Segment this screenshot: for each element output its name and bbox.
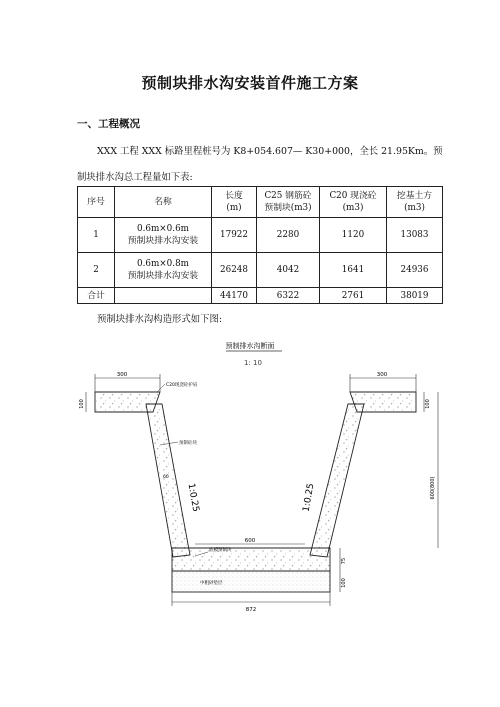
col-header-c25-l2: 预制块(m3) bbox=[264, 203, 312, 213]
cell-total-earth: 38019 bbox=[387, 288, 443, 304]
cell-no: 1 bbox=[78, 218, 115, 253]
left-wall bbox=[146, 404, 190, 557]
cell-c25: 2280 bbox=[257, 218, 320, 253]
right-wall bbox=[310, 404, 364, 557]
drawing-scale: 1: 10 bbox=[244, 359, 262, 367]
cell-earth: 13083 bbox=[387, 218, 443, 253]
cell-total-c25: 6322 bbox=[257, 288, 320, 304]
dim-75: 75 bbox=[341, 557, 347, 565]
dim-left-thickness: 100 bbox=[79, 399, 85, 409]
cell-name-l2: 预制块排水沟安装 bbox=[127, 271, 199, 281]
drawing-title: 预制排水沟断面 bbox=[225, 342, 275, 350]
col-header-earth-l2: (m3) bbox=[404, 203, 425, 213]
cell-length: 26248 bbox=[212, 253, 257, 288]
cell-length: 17922 bbox=[212, 218, 257, 253]
dim-right-thickness: 100 bbox=[425, 399, 431, 409]
col-header-name-text: 名称 bbox=[154, 197, 172, 207]
page-title: 预制块排水沟安装首件施工方案 bbox=[141, 74, 359, 92]
dim-overall: 872 bbox=[245, 607, 257, 613]
cell-name-l2: 预制块排水沟安装 bbox=[127, 236, 199, 246]
sand-bedding bbox=[172, 571, 330, 592]
col-header-earth-l1: 挖基土方 bbox=[396, 191, 433, 201]
label-bottom-plate: 底板预制块 bbox=[209, 548, 232, 553]
cell-total-label: 合计 bbox=[78, 288, 115, 304]
cell-no: 2 bbox=[78, 253, 115, 288]
label-sand-bedding: 中粗砂垫层 bbox=[200, 581, 223, 586]
cell-total-length: 44170 bbox=[212, 288, 257, 304]
bottom-plate bbox=[172, 548, 330, 571]
section-heading: 一、工程概况 bbox=[77, 118, 140, 130]
cell-c20: 1641 bbox=[320, 253, 387, 288]
col-header-c25-l1: C25 钢筋砼 bbox=[264, 191, 312, 201]
label-c20-shoulder: C20现浇砼护肩 bbox=[166, 383, 198, 388]
dim-height: 600(800) bbox=[430, 476, 436, 500]
label-60: 60 bbox=[163, 475, 169, 480]
dim-100: 100 bbox=[341, 578, 347, 588]
col-header-no-text: 序号 bbox=[87, 197, 105, 207]
col-header-length-l1: 长度 bbox=[225, 191, 243, 201]
leader-line bbox=[157, 384, 165, 392]
col-header-length-l2: (m) bbox=[226, 203, 242, 213]
overview-paragraph: XXX 工程 XXX 标路里程桩号为 K8+054.607— K30+000，全长 21.95Km。预制块排水沟总工程量如下表: bbox=[77, 146, 443, 183]
cell-name-l1: 0.6m×0.8m bbox=[136, 259, 190, 269]
cell-earth: 24936 bbox=[387, 253, 443, 288]
dim-bottom-inner: 600 bbox=[244, 538, 256, 544]
slope-right-label: 1:0.25 bbox=[301, 482, 317, 513]
label-precast-block: 预制砼块 bbox=[179, 441, 197, 446]
slope-left-label: 1:0.25 bbox=[185, 482, 201, 513]
cell-c25: 4042 bbox=[257, 253, 320, 288]
cell-total-c20: 2761 bbox=[320, 288, 387, 304]
drawing-intro-paragraph: 预制块排水沟构造形式如下图: bbox=[97, 314, 223, 325]
col-header-c20-l2: (m3) bbox=[342, 203, 364, 213]
dim-top-left: 300 bbox=[116, 372, 128, 378]
col-header-c20-l1: C20 现浇砼 bbox=[329, 191, 377, 201]
cell-name-l1: 0.6m×0.6m bbox=[136, 224, 190, 234]
cell-c20: 1120 bbox=[320, 218, 387, 253]
dim-top-right: 300 bbox=[376, 372, 388, 378]
